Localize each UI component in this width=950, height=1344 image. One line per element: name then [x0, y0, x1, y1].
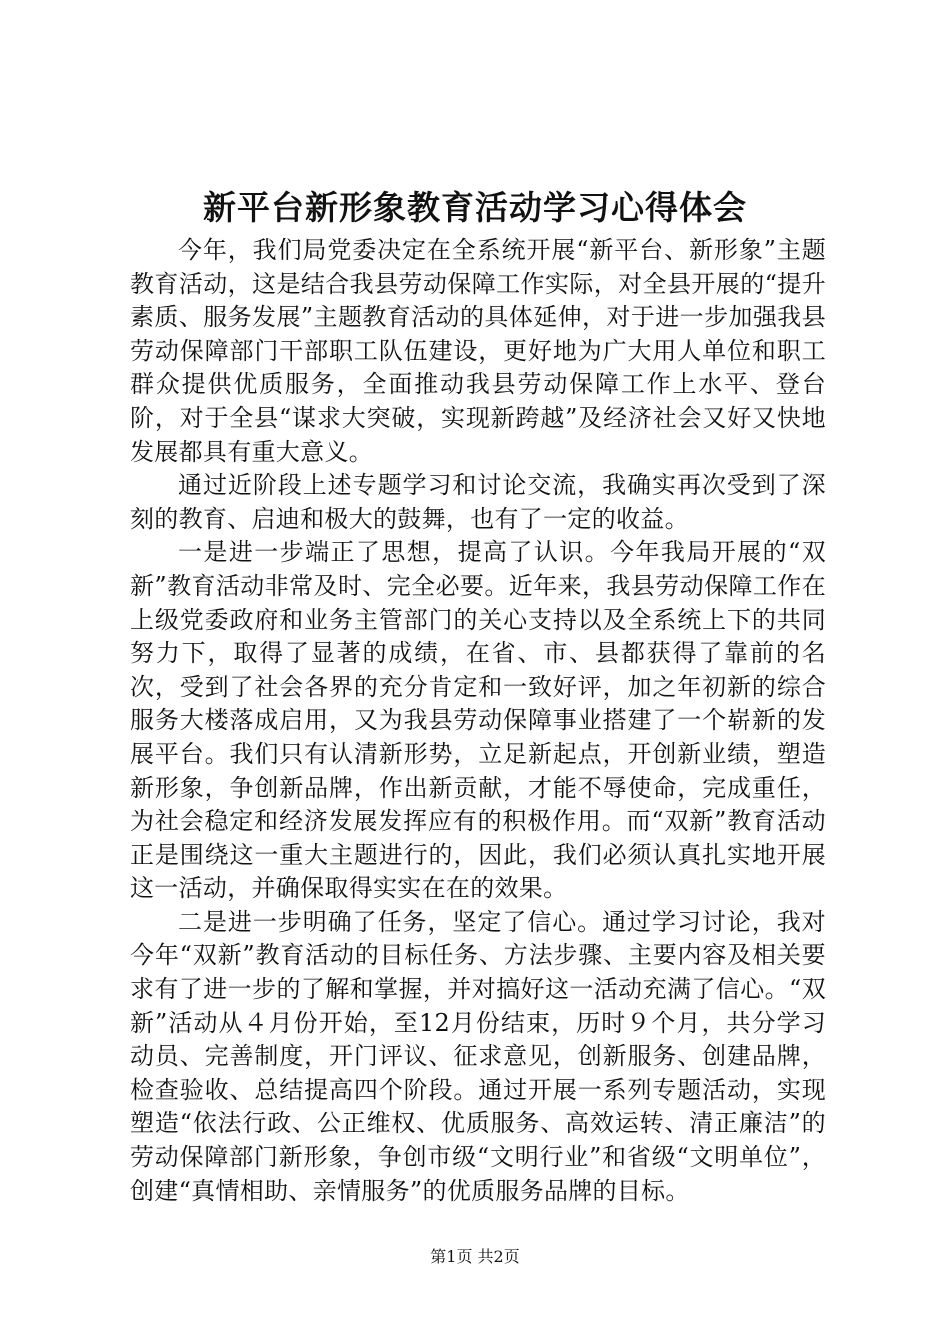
- paragraph-point-one: 一是进一步端正了思想，提高了认识。今年我局开展的“双新”教育活动非常及时、完全必要。近年来，我县劳动保障工作在上级党委政府和业务主管部门的关心支持以及全系统上下的共同努力下，取得了显著的成绩，在省、市、县都获得了靠前的名次，受到了社会各界的充分肯定和一致好评，加之年初新的综合服务大楼落成启用，又为我县劳动保障事业搭建了一个崭新的发展平台。我们只有认清新形势，立足新起点，开创新业绩，塑造新形象，争创新品牌，作出新贡献，才能不辱使命，完成重任，为社会稳定和经济发展发挥应有的积极作用。而“双新”教育活动正是围绕这一重大主题进行的，因此，我们必须认真扎实地开展这一活动，并确保取得实实在在的效果。: [130, 538, 826, 903]
- paragraph-intro: 今年，我们局党委决定在全系统开展“新平台、新形象”主题教育活动，这是结合我县劳动保障工作实际，对全县开展的“提升素质、服务发展”主题教育活动的具体延伸，对于进一步加强我县劳动保障部门干部职工队伍建设，更好地为广大用人单位和职工群众提供优质服务，全面推动我县劳动保障工作上水平、登台阶，对于全县“谋求大突破，实现新跨越”及经济社会又好又快地发展都具有重大意义。: [130, 236, 826, 466]
- paragraph-summary: 通过近阶段上述专题学习和讨论交流，我确实再次受到了深刻的教育、启迪和极大的鼓舞，也有了一定的收益。: [130, 471, 826, 533]
- document-body: [130, 234, 826, 1208]
- document-title: 新平台新形象教育活动学习心得体会: [203, 188, 747, 227]
- paragraph-point-two: 二是进一步明确了任务，坚定了信心。通过学习讨论，我对今年“双新”教育活动的目标任务、方法步骤、主要内容及相关要求有了进一步的了解和掌握，并对搞好这一活动充满了信心。“双新”活动从４月份开始，至12月份结束，历时９个月，共分学习动员、完善制度，开门评议、征求意见，创新服务、创建品牌，检查验收、总结提高四个阶段。通过开展一系列专题活动，实现塑造“依法行政、公正维权、优质服务、高效运转、清正廉洁”的劳动保障部门新形象，争创市级“文明行业”和省级“文明单位”，创建“真情相助、亲情服务”的优质服务品牌的目标。: [130, 907, 826, 1205]
- page-number-footer: 第1页 共2页: [430, 1247, 520, 1266]
